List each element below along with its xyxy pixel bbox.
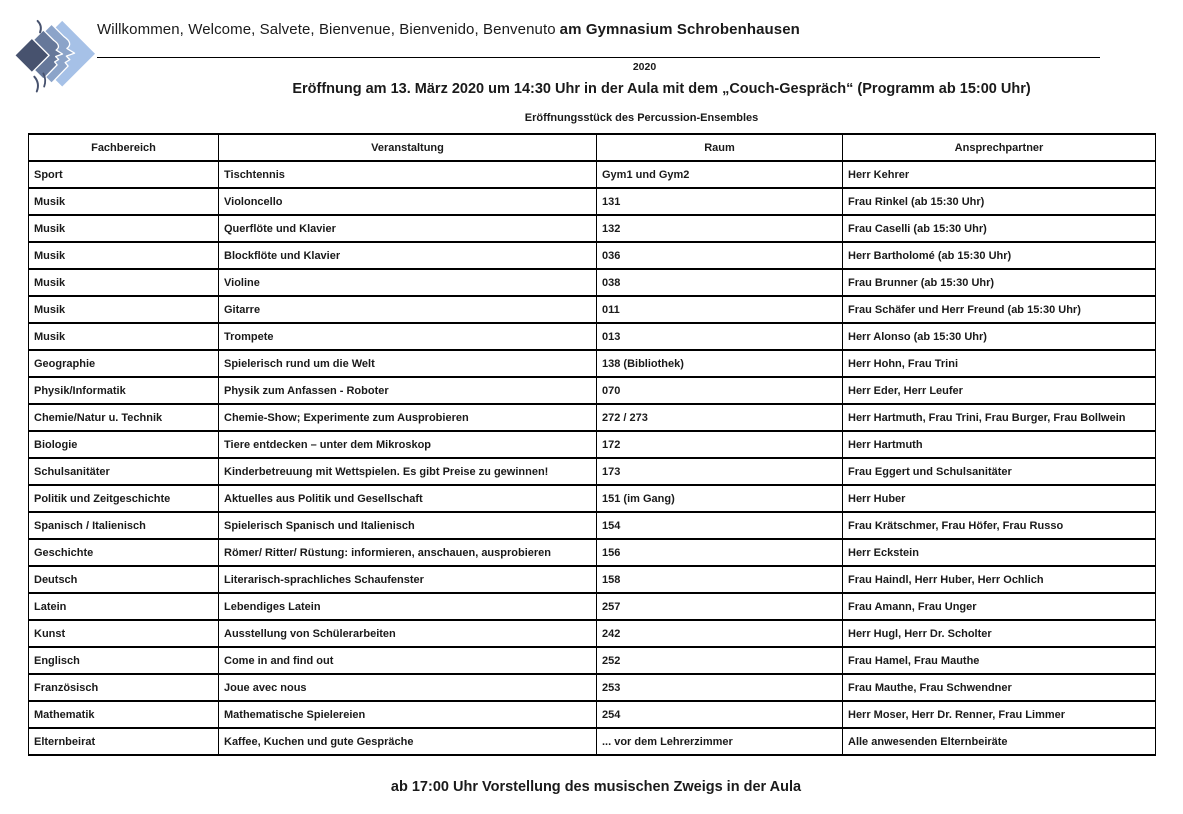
table-cell: Come in and find out [219, 647, 597, 674]
table-row [29, 647, 1156, 674]
table-cell: Schulsanitäter [29, 458, 219, 485]
table-cell: Musik [29, 188, 219, 215]
table-cell: Violine [219, 269, 597, 296]
table-cell: Ausstellung von Schülerarbeiten [219, 620, 597, 647]
table-row [29, 539, 1156, 566]
table-cell: Musik [29, 215, 219, 242]
table-cell: Herr Moser, Herr Dr. Renner, Frau Limmer [843, 701, 1156, 728]
table-cell: Violoncello [219, 188, 597, 215]
table-cell: Frau Eggert und Schulsanitäter [843, 458, 1156, 485]
table-cell: Römer/ Ritter/ Rüstung: informieren, anschauen, ausprobieren [219, 539, 597, 566]
table-header-row [29, 134, 1156, 161]
table-cell: Geschichte [29, 539, 219, 566]
table-cell: Physik/Informatik [29, 377, 219, 404]
table-cell: 154 [597, 512, 843, 539]
table-cell: Chemie-Show; Experimente zum Ausprobieren [219, 404, 597, 431]
table-cell: Herr Hohn, Frau Trini [843, 350, 1156, 377]
table-cell: Tischtennis [219, 161, 597, 188]
table-cell: 138 (Bibliothek) [597, 350, 843, 377]
table-cell: Deutsch [29, 566, 219, 593]
table-cell: Physik zum Anfassen - Roboter [219, 377, 597, 404]
table-cell: Literarisch-sprachliches Schaufenster [219, 566, 597, 593]
table-cell: 156 [597, 539, 843, 566]
column-header-raum: Raum [597, 134, 843, 161]
table-cell: Tiere entdecken – unter dem Mikroskop [219, 431, 597, 458]
table-cell: Joue avec nous [219, 674, 597, 701]
table-row [29, 566, 1156, 593]
greeting-school-name: am Gymnasium Schrobenhausen [559, 21, 800, 38]
year-label: 2020 [632, 61, 657, 73]
table-cell: Spielerisch Spanisch und Italienisch [219, 512, 597, 539]
table-cell: Politik und Zeitgeschichte [29, 485, 219, 512]
table-cell: Herr Huber [843, 485, 1156, 512]
header-divider [97, 57, 1100, 58]
table-cell: Kunst [29, 620, 219, 647]
table-cell: 242 [597, 620, 843, 647]
table-cell: 272 / 273 [597, 404, 843, 431]
table-cell: 257 [597, 593, 843, 620]
table-row [29, 728, 1156, 755]
table-cell: Lebendiges Latein [219, 593, 597, 620]
table-cell: Herr Alonso (ab 15:30 Uhr) [843, 323, 1156, 350]
event-subtitle: Eröffnungsstück des Percussion-Ensembles [524, 112, 759, 124]
table-cell: Herr Hugl, Herr Dr. Scholter [843, 620, 1156, 647]
table-cell: Französisch [29, 674, 219, 701]
table-row [29, 377, 1156, 404]
table-cell: 038 [597, 269, 843, 296]
table-cell: Mathematische Spielereien [219, 701, 597, 728]
table-cell: Elternbeirat [29, 728, 219, 755]
table-cell: ... vor dem Lehrerzimmer [597, 728, 843, 755]
table-cell: Musik [29, 269, 219, 296]
greeting-text: Willkommen, Welcome, Salvete, Bienvenue, Bienvenido, Benvenuto [97, 21, 556, 38]
table-row [29, 674, 1156, 701]
table-cell: Frau Rinkel (ab 15:30 Uhr) [843, 188, 1156, 215]
table-row [29, 620, 1156, 647]
table-cell: 172 [597, 431, 843, 458]
table-cell: Latein [29, 593, 219, 620]
table-cell: Herr Kehrer [843, 161, 1156, 188]
table-cell: Gym1 und Gym2 [597, 161, 843, 188]
column-header-fachbereich: Fachbereich [29, 134, 219, 161]
table-cell: 254 [597, 701, 843, 728]
table-row [29, 431, 1156, 458]
table-cell: 132 [597, 215, 843, 242]
table-cell: Frau Schäfer und Herr Freund (ab 15:30 Uhr) [843, 296, 1156, 323]
table-cell: Frau Haindl, Herr Huber, Herr Ochlich [843, 566, 1156, 593]
table-row [29, 512, 1156, 539]
table-row [29, 485, 1156, 512]
table-body [29, 161, 1156, 755]
table-cell: Frau Mauthe, Frau Schwendner [843, 674, 1156, 701]
table-row [29, 242, 1156, 269]
table-cell: 252 [597, 647, 843, 674]
table-cell: Herr Bartholomé (ab 15:30 Uhr) [843, 242, 1156, 269]
table-row [29, 350, 1156, 377]
table-row [29, 215, 1156, 242]
footer-note: ab 17:00 Uhr Vorstellung des musischen Zweigs in der Aula [390, 779, 802, 795]
table-cell: Herr Eckstein [843, 539, 1156, 566]
table-cell: 070 [597, 377, 843, 404]
table-cell: Alle anwesenden Elternbeiräte [843, 728, 1156, 755]
table-cell: Frau Hamel, Frau Mauthe [843, 647, 1156, 674]
column-header-ansprechpartner: Ansprechpartner [843, 134, 1156, 161]
table-cell: Frau Caselli (ab 15:30 Uhr) [843, 215, 1156, 242]
table-cell: 151 (im Gang) [597, 485, 843, 512]
table-cell: 173 [597, 458, 843, 485]
table-cell: 131 [597, 188, 843, 215]
table-cell: Frau Amann, Frau Unger [843, 593, 1156, 620]
table-cell: Herr Eder, Herr Leufer [843, 377, 1156, 404]
table-cell: Musik [29, 296, 219, 323]
table-row [29, 161, 1156, 188]
table-row [29, 188, 1156, 215]
program-table [28, 133, 1156, 756]
table-cell: Blockflöte und Klavier [219, 242, 597, 269]
table-cell: 013 [597, 323, 843, 350]
event-title: Eröffnung am 13. März 2020 um 14:30 Uhr in der Aula mit dem „Couch-Gespräch“ (Programm ab 15:00 Uhr) [292, 81, 1031, 97]
table-cell: 011 [597, 296, 843, 323]
table-row [29, 701, 1156, 728]
table-cell: Spielerisch rund um die Welt [219, 350, 597, 377]
table-cell: Musik [29, 242, 219, 269]
table-cell: 036 [597, 242, 843, 269]
table-row [29, 404, 1156, 431]
table-cell: Geographie [29, 350, 219, 377]
table-cell: Chemie/Natur u. Technik [29, 404, 219, 431]
table-cell: Trompete [219, 323, 597, 350]
table-cell: Biologie [29, 431, 219, 458]
table-row [29, 458, 1156, 485]
table-row [29, 269, 1156, 296]
table-row [29, 593, 1156, 620]
table-cell: Spanisch / Italienisch [29, 512, 219, 539]
table-cell: 253 [597, 674, 843, 701]
table-cell: Frau Brunner (ab 15:30 Uhr) [843, 269, 1156, 296]
table-cell: Sport [29, 161, 219, 188]
column-header-veranstaltung: Veranstaltung [219, 134, 597, 161]
table-cell: Herr Hartmuth, Frau Trini, Frau Burger, Frau Bollwein [843, 404, 1156, 431]
table-cell: Musik [29, 323, 219, 350]
table-cell: Frau Krätschmer, Frau Höfer, Frau Russo [843, 512, 1156, 539]
greeting-line [97, 21, 800, 38]
table-cell: 158 [597, 566, 843, 593]
table-cell: Aktuelles aus Politik und Gesellschaft [219, 485, 597, 512]
table-cell: Kinderbetreuung mit Wettspielen. Es gibt Preise zu gewinnen! [219, 458, 597, 485]
table-cell: Querflöte und Klavier [219, 215, 597, 242]
table-cell: Gitarre [219, 296, 597, 323]
table-row [29, 323, 1156, 350]
table-cell: Herr Hartmuth [843, 431, 1156, 458]
table-cell: Mathematik [29, 701, 219, 728]
table-row [29, 296, 1156, 323]
table-cell: Kaffee, Kuchen und gute Gespräche [219, 728, 597, 755]
table-cell: Englisch [29, 647, 219, 674]
